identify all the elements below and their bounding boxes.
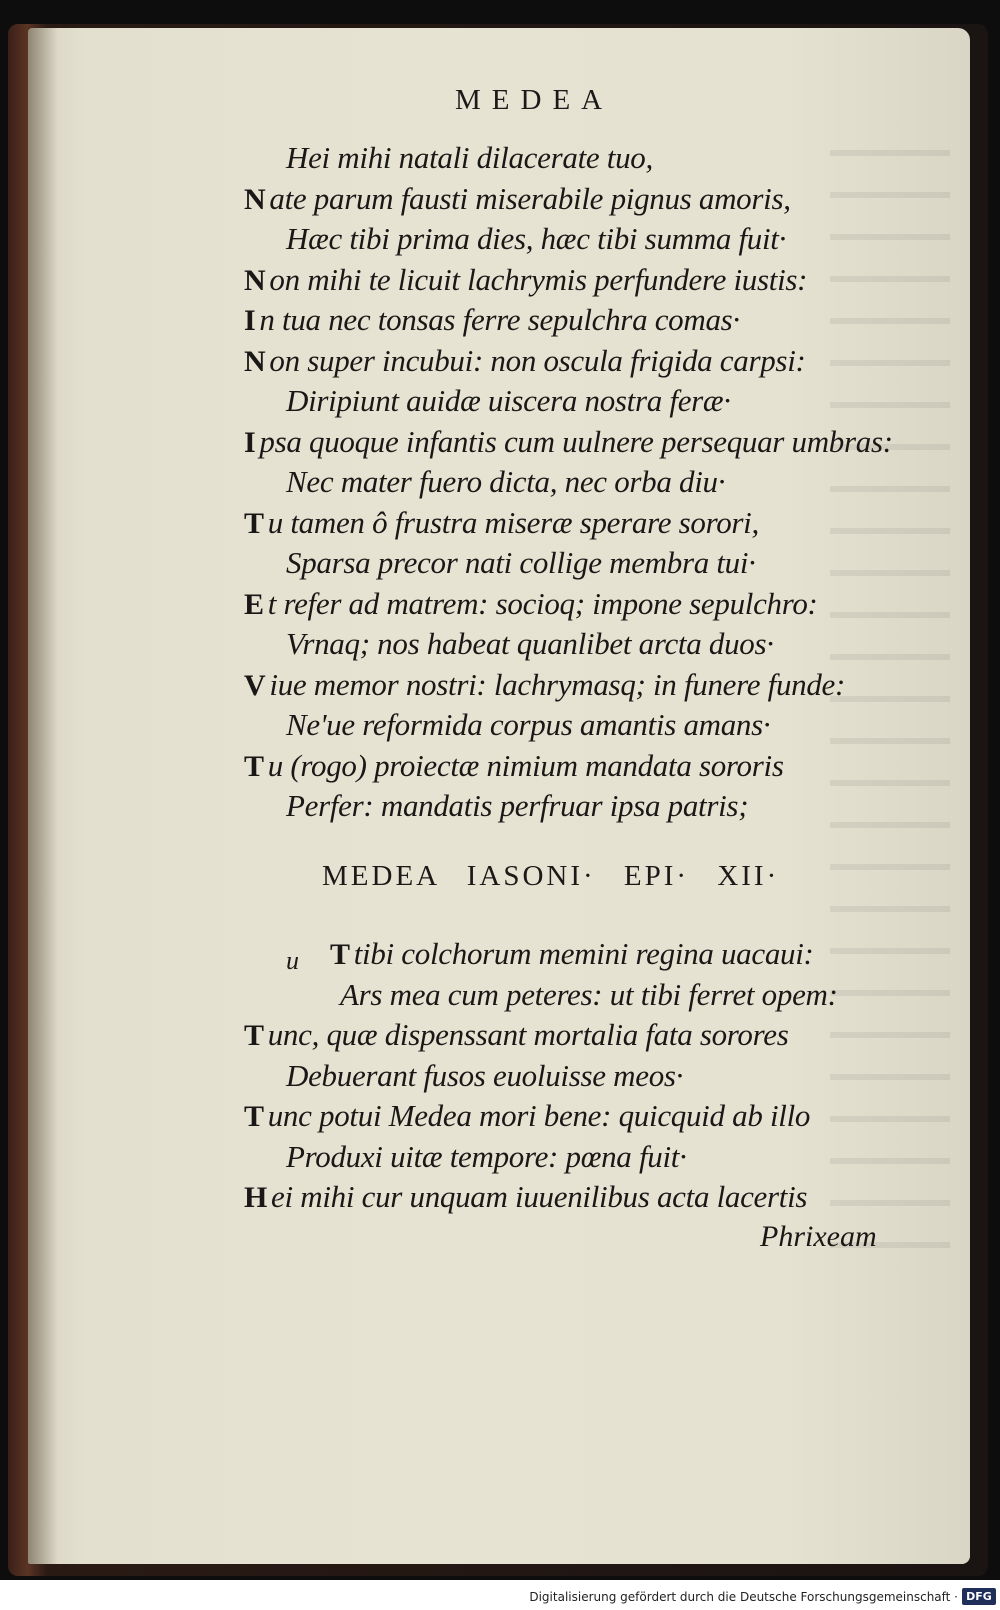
- verse-line: [330, 936, 814, 972]
- line-text: Debuerant fusos euoluisse meos·: [286, 1057, 684, 1093]
- line-text: Ars mea cum peteres: ut tibi ferret opem:: [340, 976, 838, 1012]
- dfg-logo: DFG: [962, 1588, 996, 1605]
- line-initial: V: [244, 668, 266, 702]
- verse-line: [286, 383, 731, 419]
- line-text: Diripiunt auidæ uiscera nostra feræ·: [286, 383, 731, 418]
- verse-line: [286, 1139, 687, 1175]
- line-text: unc, quæ dispenssant mortalia fata sorores: [267, 1017, 789, 1052]
- verse-line: [244, 424, 893, 460]
- line-initial: T: [330, 938, 350, 971]
- verse-line: [286, 788, 748, 824]
- line-text: iue memor nostri: lachrymasq; in funere funde:: [269, 666, 846, 702]
- line-initial: I: [244, 304, 256, 337]
- line-initial: N: [244, 182, 266, 216]
- verse-line: [244, 1179, 807, 1215]
- line-initial: E: [244, 587, 264, 621]
- line-text: Produxi uitæ tempore: pœna fuit·: [286, 1138, 687, 1174]
- verse-line: [244, 262, 807, 298]
- line-initial: H: [244, 1181, 268, 1214]
- line-initial: I: [244, 425, 256, 459]
- line-text: u tamen ô frustra miseræ sperare sorori,: [267, 504, 759, 540]
- line-text: unc potui Medea mori bene: quicquid ab illo: [267, 1098, 811, 1133]
- line-text: on super incubui: non oscula frigida carpsi:: [269, 342, 806, 378]
- verse-line: [286, 221, 786, 257]
- verse-line: [286, 140, 653, 176]
- verse-line: [244, 343, 806, 379]
- verse-line: [286, 1058, 683, 1094]
- line-initial: T: [244, 749, 264, 783]
- line-text: n tua nec tonsas ferre sepulchra comas·: [259, 302, 740, 337]
- footer-bar: [0, 1580, 1000, 1610]
- line-initial: T: [244, 506, 264, 540]
- verse-line: [244, 302, 740, 338]
- line-text: Sparsa precor nati collige membra tui·: [286, 545, 756, 580]
- line-initial: T: [244, 1019, 264, 1052]
- line-initial: N: [244, 344, 266, 378]
- verse-line: [244, 748, 784, 784]
- line-text: Hei mihi natali dilacerate tuo,: [286, 140, 653, 175]
- line-text: ei mihi cur unquam iuuenilibus acta lacertis: [271, 1179, 808, 1214]
- verse-line: [244, 1098, 810, 1134]
- verse-line: [244, 505, 759, 541]
- catchword: Phrixeam: [760, 1220, 877, 1253]
- line-text: psa quoque infantis cum uulnere persequar umbras:: [259, 423, 893, 459]
- verse-line: [286, 464, 725, 500]
- line-text: u (rogo) proiectæ nimium mandata sororis: [267, 747, 784, 783]
- digitization-credit: Digitalisierung gefördert durch die Deutsche Forschungsgemeinschaft ·: [529, 1590, 958, 1604]
- line-text: Vrnaq; nos habeat quanlibet arcta duos·: [286, 626, 774, 661]
- verse-line: [244, 667, 845, 703]
- guide-letter: u: [286, 946, 299, 975]
- line-text: on mihi te licuit lachrymis perfundere iustis:: [269, 261, 808, 297]
- verse-line: [244, 586, 818, 622]
- verse-line: [244, 1017, 788, 1053]
- line-text: ate parum fausti miserabile pignus amoris,: [269, 180, 791, 216]
- line-text: Ne'ue reformida corpus amantis amans·: [286, 707, 771, 742]
- verse-line: [286, 626, 774, 662]
- line-text: t refer ad matrem: socioq; impone sepulchro:: [267, 585, 818, 621]
- line-text: Nec mater fuero dicta, nec orba diu·: [286, 464, 726, 499]
- line-text: Perfer: mandatis perfruar ipsa patris;: [286, 788, 749, 823]
- line-text: tibi colchorum memini regina uacaui:: [353, 936, 814, 971]
- line-initial: N: [244, 263, 266, 297]
- running-head: MEDEA: [455, 84, 614, 116]
- verse-line: [286, 707, 770, 743]
- verse-line: [340, 977, 838, 1013]
- line-text: Hæc tibi prima dies, hæc tibi summa fuit·: [286, 221, 787, 256]
- line-initial: T: [244, 1100, 264, 1133]
- verse-line: [286, 545, 756, 581]
- epistle-heading: MEDEA IASONI· EPI· XII·: [322, 860, 780, 892]
- verse-line: [244, 181, 791, 217]
